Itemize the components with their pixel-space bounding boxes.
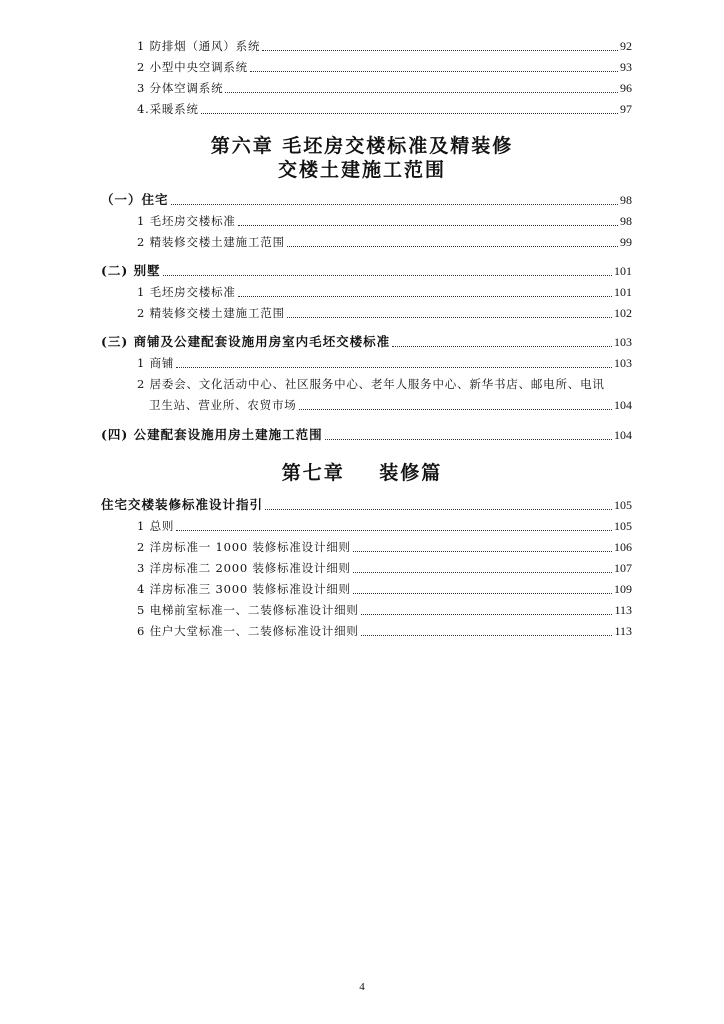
dot-leader [325,439,612,440]
toc-section[interactable] [101,496,632,514]
toc-entry[interactable] [137,283,632,301]
toc-entry-page: 92 [620,39,632,53]
dot-leader [238,225,618,226]
toc-entry-page: 107 [614,561,632,575]
toc-entry[interactable] [137,233,632,251]
toc-section[interactable] [101,262,632,280]
toc-entry-title: 1 毛坯房交楼标准 [137,285,236,299]
toc-entry[interactable] [149,396,632,414]
toc-section[interactable] [101,426,632,444]
toc-entry-page: 106 [614,540,632,554]
toc-entry-page: 109 [614,582,632,596]
dot-leader [201,113,618,114]
toc-entry[interactable] [137,100,632,118]
dot-leader [287,246,618,247]
toc-entry[interactable] [137,304,632,322]
dot-leader [176,367,612,368]
toc-section-title: 住宅交楼装修标准设计指引 [101,497,264,512]
toc-entry[interactable] [137,79,632,97]
dot-leader [392,346,612,347]
dot-leader [299,409,612,410]
toc-entry[interactable] [137,517,632,535]
toc-section[interactable] [101,191,632,209]
toc-entry-title[interactable]: 2 居委会、文化活动中心、社区服务中心、老年人服务中心、新华书店、邮电所、电讯 [137,377,605,391]
dot-leader [287,317,612,318]
toc-section-page: 105 [614,498,632,512]
toc-entry-title: 1 总则 [137,519,175,533]
toc-entry[interactable] [137,58,632,76]
toc-entry-title: 4.采暖系统 [137,102,199,116]
toc-entry[interactable] [137,212,632,230]
toc-section-page: 104 [614,428,632,442]
toc-entry-page: 105 [614,519,632,533]
dot-leader [262,50,618,51]
dot-leader [353,593,612,594]
toc-entry-title: 1 毛坯房交楼标准 [137,214,236,228]
page-number: 4 [359,981,365,993]
toc-entry[interactable] [137,538,632,556]
toc-entry-page: 97 [620,102,632,116]
dot-leader [353,572,612,573]
chapter-title-continued: 交楼土建施工范围 [277,159,446,181]
dot-leader [265,509,612,510]
toc-entry-page: 99 [620,235,632,249]
dot-leader [361,635,613,636]
toc-entry-page: 101 [614,285,632,299]
dot-leader [250,71,618,72]
dot-leader [176,530,612,531]
toc-entry-page: 113 [614,603,632,617]
toc-entry-title: 4 洋房标准三 3000 装修标准设计细则 [137,582,351,596]
toc-entry-page: 98 [620,214,632,228]
toc-entry[interactable] [137,601,632,619]
toc-entry-title: 2 洋房标准一 1000 装修标准设计细则 [137,540,351,554]
toc-entry[interactable] [137,354,632,372]
toc-entry[interactable] [137,37,632,55]
toc-section-page: 103 [614,335,632,349]
toc-section-title: （一）住宅 [101,192,169,207]
dot-leader [171,204,618,205]
chapter-title: 第七章 装修篇 [281,462,443,484]
toc-entry-page: 102 [614,306,632,320]
dot-leader [238,296,612,297]
toc-entry-title: 1 商铺 [137,356,175,370]
dot-leader [353,551,612,552]
toc-section-title: (四) 公建配套设施用房土建施工范围 [101,427,323,442]
toc-section-page: 98 [620,193,632,207]
toc-entry-page: 104 [614,398,632,412]
dot-leader [163,275,612,276]
toc-entry-title: 3 洋房标准二 2000 装修标准设计细则 [137,561,351,575]
toc-entry-title: 2 精装修交楼土建施工范围 [137,235,285,249]
toc-section-title: (三) 商铺及公建配套设施用房室内毛坯交楼标准 [101,334,391,349]
toc-entry[interactable] [137,559,632,577]
toc-entry-title: 2 精装修交楼土建施工范围 [137,306,285,320]
toc-section-title: (二) 别墅 [101,263,161,278]
toc-section-page: 101 [614,264,632,278]
toc-entry-title: 6 住户大堂标准一、二装修标准设计细则 [137,624,359,638]
toc-entry-title-continued: 卫生站、营业所、农贸市场 [149,398,297,412]
toc-entry-title: 2 小型中央空调系统 [137,60,248,74]
toc-entry-page: 113 [614,624,632,638]
toc-entry-page: 96 [620,81,632,95]
toc-entry-page: 93 [620,60,632,74]
toc-entry-title: 3 分体空调系统 [137,81,224,95]
chapter-title: 第六章 毛坯房交楼标准及精装修 [210,135,514,157]
toc-entry[interactable] [137,580,632,598]
dot-leader [361,614,613,615]
toc-entry-title: 5 电梯前室标准一、二装修标准设计细则 [137,603,359,617]
toc-section[interactable] [101,333,632,351]
toc-entry-page: 103 [614,356,632,370]
toc-entry-title: 1 防排烟（通风）系统 [137,39,261,53]
toc-entry[interactable] [137,622,632,640]
dot-leader [225,92,618,93]
